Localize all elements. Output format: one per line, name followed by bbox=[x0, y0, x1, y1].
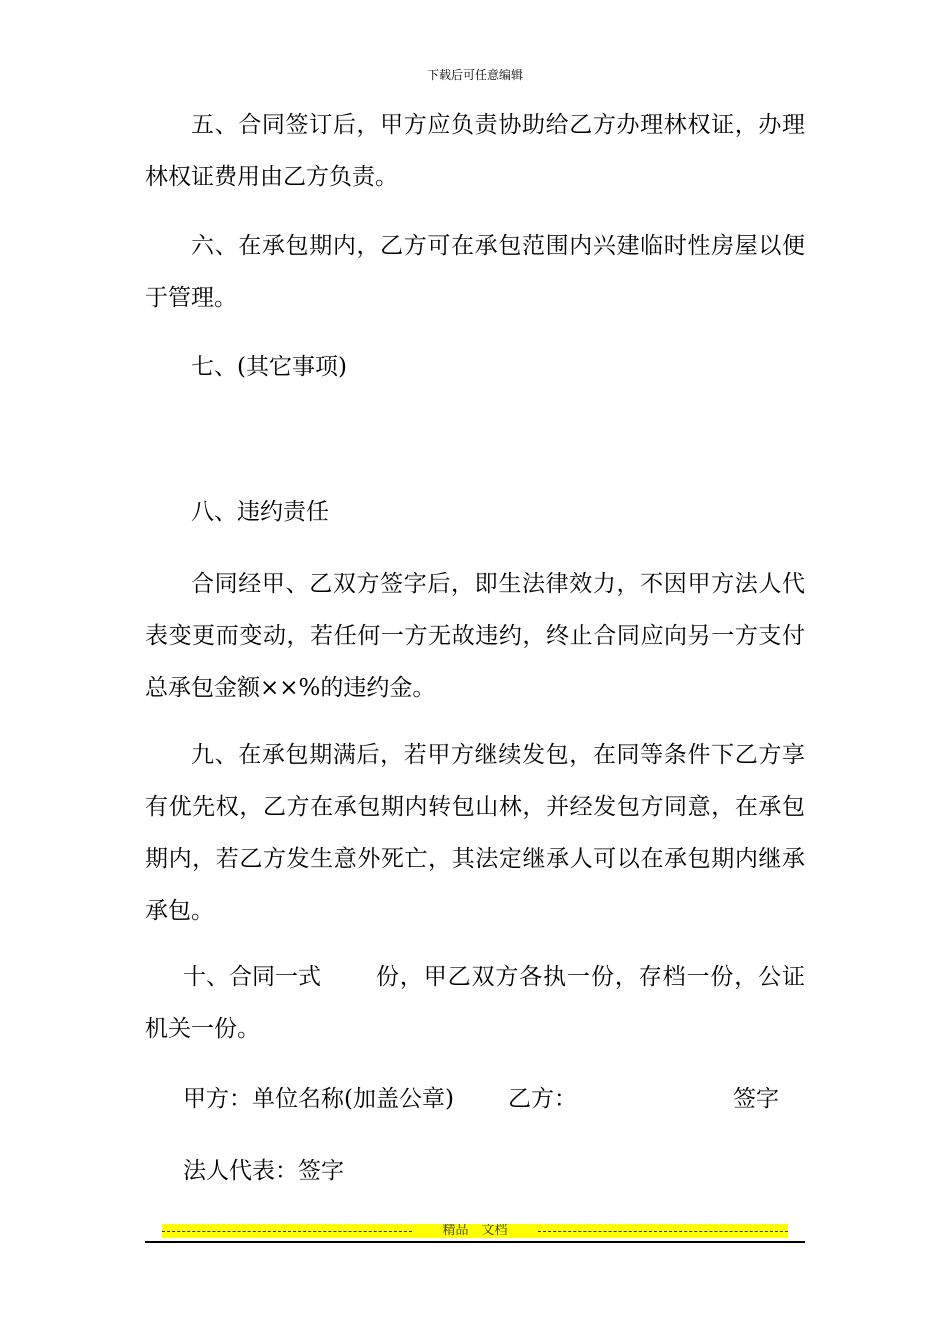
header-note: 下载后可任意编辑 bbox=[426, 68, 523, 82]
clause-5: 五、合同签订后，甲方应负责协助给乙方办理林权证，办理林权证费用由乙方负责。 bbox=[145, 112, 805, 190]
footer-dash-right bbox=[538, 1231, 788, 1232]
footer-dash-left bbox=[162, 1231, 412, 1232]
clause-6: 六、在承包期内，乙方可在承包范围内兴建临时性房屋以便于管理。 bbox=[145, 233, 805, 311]
clause-9: 九、在承包期满后，若甲方继续发包，在同等条件下乙方享有优先权，乙方在承包期内转包山林，并经发包方同意，在承包期内，若乙方发生意外死亡，其法定继承人可以在承包期内继承承包。 bbox=[145, 742, 805, 924]
party-b-sign: 签字 bbox=[733, 1086, 779, 1112]
clause-8-title: 八、违约责任 bbox=[191, 499, 329, 525]
party-b-label: 乙方： bbox=[508, 1086, 577, 1112]
footer-band bbox=[162, 1224, 788, 1238]
legal-rep-label: 法人代表：签字 bbox=[183, 1158, 344, 1184]
clause-7: 七、(其它事项) bbox=[191, 354, 347, 380]
clause-10-prefix: 十、合同一式 bbox=[183, 964, 321, 990]
footer-label: 精品 文档 bbox=[442, 1224, 508, 1238]
party-a-label: 甲方：单位名称(加盖公章) bbox=[183, 1086, 454, 1112]
footer-rule bbox=[145, 1241, 805, 1243]
clause-10-text: 份，甲乙双方各执一份，存档一份，公证机关一份。 bbox=[145, 964, 805, 1042]
clause-8-body: 合同经甲、乙双方签字后，即生法律效力，不因甲方法人代表变更而变动，若任何一方无故违约，终止合同应向另一方支付总承包金额××%的违约金。 bbox=[145, 571, 805, 701]
